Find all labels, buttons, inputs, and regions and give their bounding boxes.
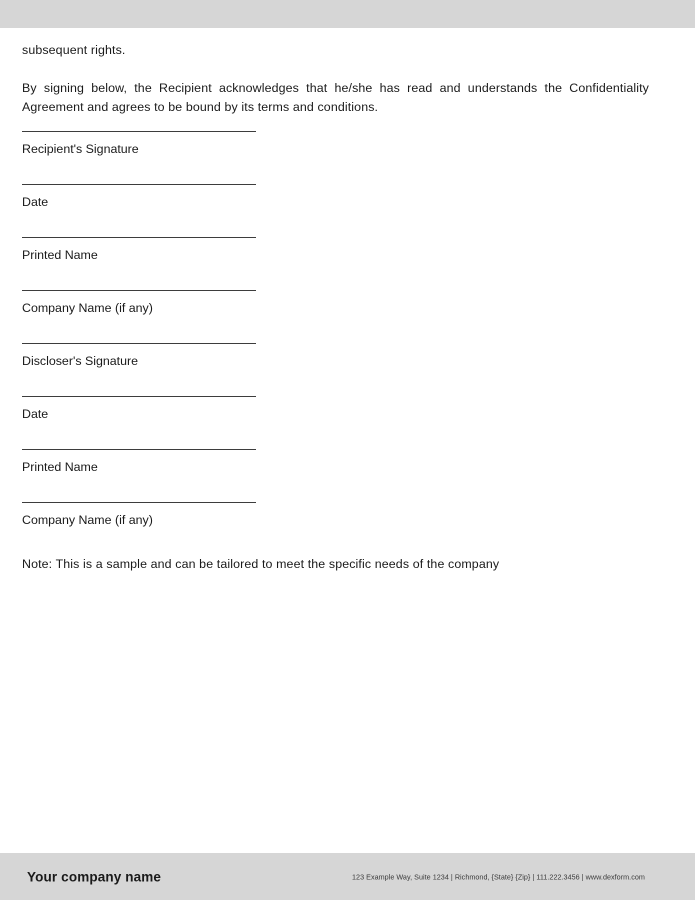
signature-block-discloser-company-name <box>22 502 649 529</box>
signature-label: Discloser's Signature <box>22 353 138 368</box>
signature-block-discloser-signature <box>22 343 649 370</box>
signature-label: Date <box>22 194 49 209</box>
page-header-band <box>0 0 695 28</box>
signature-line[interactable] <box>22 343 256 344</box>
paragraph-subsequent-rights: subsequent rights. <box>22 43 126 57</box>
signature-line[interactable] <box>22 290 256 291</box>
signature-line[interactable] <box>22 237 256 238</box>
signature-line[interactable] <box>22 396 256 397</box>
signature-block-recipient-date <box>22 184 649 211</box>
signature-line[interactable] <box>22 131 256 132</box>
signature-block-list <box>22 131 649 529</box>
signature-block-discloser-printed-name <box>22 449 649 476</box>
signature-label: Printed Name <box>22 459 98 474</box>
signature-label: Date <box>22 406 49 421</box>
signature-block-recipient-company-name <box>22 290 649 317</box>
signature-line[interactable] <box>22 502 256 503</box>
signature-block-recipient-signature <box>22 131 649 158</box>
paragraph-acknowledgement: By signing below, the Recipient acknowledges that he/she has read and understands the Confidentiality Agreement and agrees to be bound by its terms and conditions. <box>22 80 649 114</box>
signature-line[interactable] <box>22 184 256 185</box>
signature-label: Company Name (if any) <box>22 300 153 315</box>
document-note: Note: This is a sample and can be tailored to meet the specific needs of the company <box>22 556 500 571</box>
signature-line[interactable] <box>22 449 256 450</box>
footer-company-name: Your company name <box>27 869 162 884</box>
page-footer-band <box>0 853 695 900</box>
document-body <box>0 28 695 574</box>
signature-label: Printed Name <box>22 247 98 262</box>
signature-block-recipient-printed-name <box>22 237 649 264</box>
signature-block-discloser-date <box>22 396 649 423</box>
signature-label: Recipient's Signature <box>22 141 139 156</box>
footer-contact-line: 123 Example Way, Suite 1234 | Richmond, {State} {Zip} | 111.222.3456 | www.dexform.com <box>352 872 645 881</box>
signature-label: Company Name (if any) <box>22 512 153 527</box>
